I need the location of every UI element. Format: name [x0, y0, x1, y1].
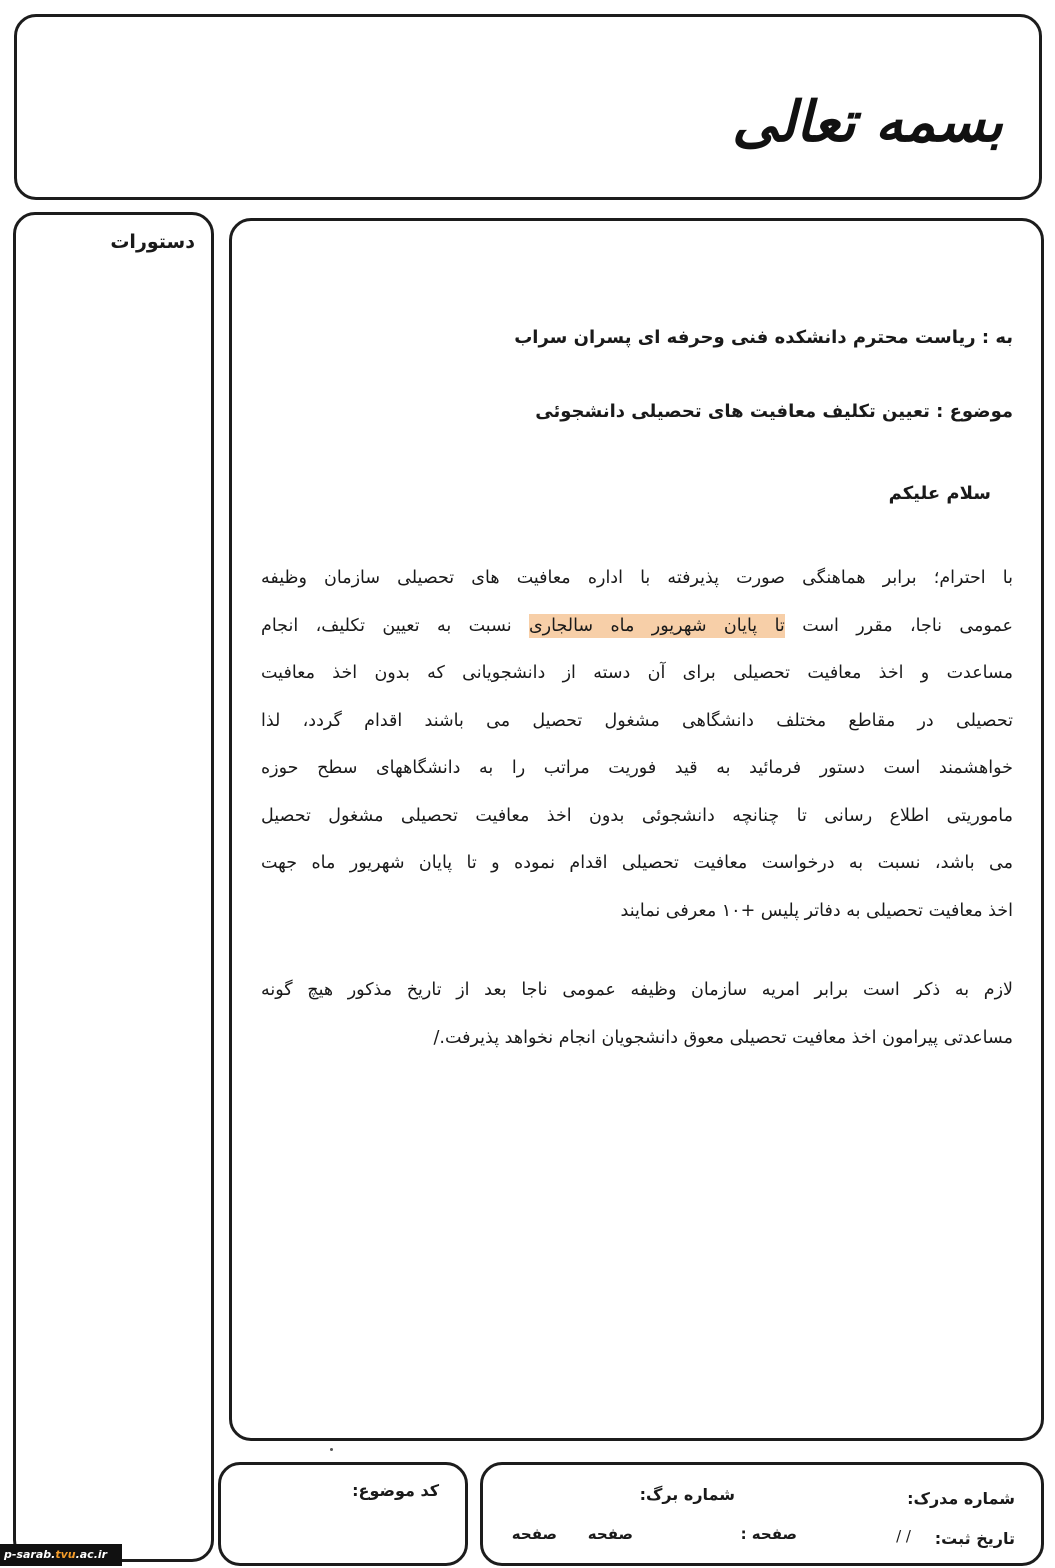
recipient-line: به : ریاست محترم دانشکده فنی وحرفه ای پسران سراب	[514, 327, 1013, 348]
watermark-prefix: p-sarab.	[4, 1548, 56, 1561]
page-label: صفحه :	[740, 1525, 797, 1543]
instructions-label: دستورات	[110, 231, 195, 253]
body-line: اخذ معافیت تحصیلی به دفاتر پلیس +۱۰ معرفی نمایند	[620, 900, 1013, 921]
date-separators: / /	[896, 1527, 911, 1545]
watermark-accent: tvu	[55, 1548, 76, 1561]
body-line-part: عمومی ناجا، مقرر است	[802, 615, 1013, 636]
registration-date-label: تاریخ ثبت:	[934, 1529, 1015, 1548]
bismillah-title: بسمه تعالی	[732, 89, 1003, 155]
body-line: خواهشمند است دستور فرمائید به قید فوریت مراتب را به دانشگاههای سطح حوزه	[261, 758, 1013, 778]
subject-line: موضوع : تعیین تکلیف معافیت های تحصیلی دانشجوئی	[535, 401, 1013, 422]
page-word: صفحه	[511, 1525, 557, 1543]
body-line: با احترام؛ برابر هماهنگی صورت پذیرفته با اداره معافیت های تحصیلی سازمان وظیفه	[261, 568, 1013, 588]
body-line-part: نسبت به تعیین تکلیف، انجام	[261, 615, 512, 636]
closing-line: لازم به ذکر است برابر امریه سازمان وظیفه عمومی ناجا بعد از تاریخ مذکور هیچ گونه	[261, 980, 1013, 1000]
header-box	[14, 14, 1042, 200]
body-paragraph	[261, 555, 1013, 935]
document-number-label: شماره مدرک:	[907, 1489, 1015, 1508]
watermark-suffix: .ac.ir	[75, 1548, 108, 1561]
sheet-number-label: شماره برگ:	[639, 1485, 735, 1504]
speck	[330, 1448, 333, 1451]
document-reference-box	[480, 1462, 1044, 1566]
page-word: صفحه	[587, 1525, 633, 1543]
greeting-line: سلام علیکم	[888, 483, 991, 504]
body-line	[261, 603, 1013, 651]
letter-body	[229, 218, 1044, 1441]
highlighted-deadline: تا پایان شهریور ماه سالجاری	[528, 615, 785, 636]
closing-line: مساعدتی پیرامون اخذ معافیت تحصیلی معوق دانشجویان انجام نخواهد پذیرفت./	[433, 1027, 1013, 1048]
closing-paragraph	[261, 967, 1013, 1062]
subject-code-label: کد موضوع:	[352, 1481, 439, 1500]
body-line: می باشد، نسبت به درخواست معافیت تحصیلی اقدام نموده و تا پایان شهریور ماه جهت	[261, 853, 1013, 873]
instructions-column	[13, 212, 214, 1562]
site-watermark	[0, 1544, 122, 1566]
subject-code-box	[218, 1462, 468, 1566]
body-line: تحصیلی در مقاطع مختلف دانشگاهی مشغول تحصیل می باشند اقدام گردد، لذا	[261, 710, 1013, 731]
body-line: مساعدت و اخذ معافیت تحصیلی برای آن دسته از دانشجویانی که بدون اخذ معافیت	[261, 663, 1013, 683]
body-line: ماموریتی اطلاع رسانی تا چنانچه دانشجوئی بدون اخذ معافیت تحصیلی مشغول تحصیل	[261, 805, 1013, 826]
